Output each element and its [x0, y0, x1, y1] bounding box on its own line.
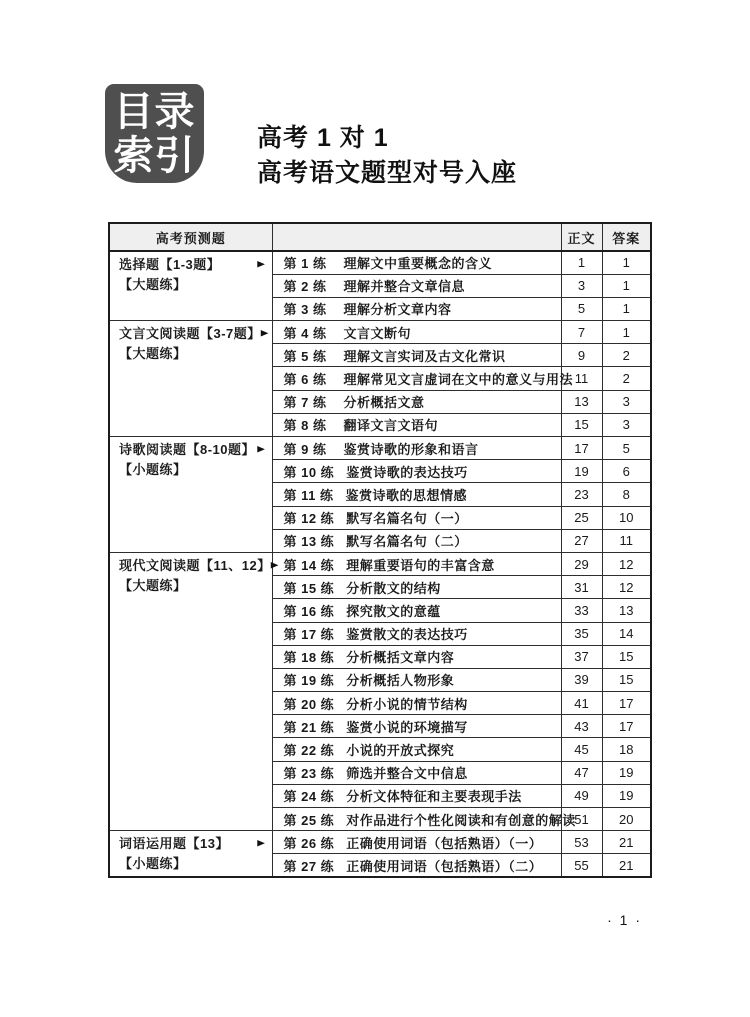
- lesson-cell: [272, 390, 561, 413]
- text-page-cell: 55: [561, 854, 602, 877]
- text-page-cell: 31: [561, 576, 602, 599]
- lesson-title: 默写名篇名句（一）: [346, 511, 468, 527]
- lesson-title: 理解并整合文章信息: [343, 279, 466, 295]
- answer-page-cell: 14: [602, 622, 651, 645]
- toc-index-badge: [105, 84, 204, 183]
- lesson-title: 分析概括文意: [343, 395, 425, 411]
- lesson-cell: [272, 761, 561, 784]
- lesson-cell: [272, 831, 561, 854]
- lesson-title: 鉴赏诗歌的思想情感: [345, 487, 467, 503]
- group-name-line: [119, 255, 266, 275]
- text-page-cell: 53: [561, 831, 602, 854]
- lesson-cell: [272, 460, 561, 483]
- answer-page-cell: 2: [602, 367, 651, 390]
- lesson-number: 第 10 练: [283, 464, 335, 480]
- page-title-line1: 高考 1 对 1: [257, 124, 389, 152]
- answer-page-cell: 12: [602, 576, 651, 599]
- lesson-number: 第 27 练: [283, 858, 335, 874]
- lesson-number: 第 22 练: [283, 743, 335, 759]
- group-name: 词语运用题【13】: [119, 836, 229, 852]
- group-subtitle: 【大题练】: [119, 577, 187, 593]
- lesson-cell: [272, 808, 576, 831]
- text-page-cell: 9: [561, 344, 602, 367]
- answer-page-cell: 19: [602, 784, 651, 807]
- answer-page-cell: 15: [602, 668, 651, 691]
- text-page-cell: 25: [561, 506, 602, 529]
- answer-page-cell: 1: [602, 251, 651, 274]
- table-row: [109, 552, 651, 575]
- lesson-cell: [272, 529, 561, 552]
- group-name: 现代文阅读题【11、12】: [119, 557, 271, 573]
- group-name-line: [119, 834, 266, 854]
- lesson-title: 翻译文言文语句: [343, 418, 439, 434]
- lesson-title: 小说的开放式探究: [346, 743, 455, 759]
- lesson-number: 第 9 练: [283, 441, 327, 457]
- lesson-number: 第 21 练: [283, 719, 335, 735]
- lesson-number: 第 19 练: [283, 673, 335, 689]
- lesson-cell: [272, 576, 561, 599]
- lesson-cell: [272, 668, 561, 691]
- table-header-row: [109, 223, 651, 251]
- lesson-number: 第 13 练: [283, 534, 335, 550]
- lesson-cell: [272, 552, 561, 575]
- lesson-number: 第 11 练: [283, 487, 334, 503]
- lesson-cell: [272, 692, 561, 715]
- text-page-cell: 7: [561, 321, 602, 344]
- lesson-number: 第 3 练: [283, 302, 327, 318]
- group-label-cell: [109, 437, 272, 553]
- lesson-title: 默写名篇名句（二）: [346, 534, 468, 550]
- toc-table: [108, 222, 652, 878]
- group-name: 诗歌阅读题【8-10题】: [119, 442, 256, 457]
- answer-page-cell: 17: [602, 715, 651, 738]
- answer-page-cell: 10: [602, 506, 651, 529]
- answer-page-cell: 3: [602, 390, 651, 413]
- badge-text-line2: 索引: [113, 133, 196, 178]
- lesson-title: 筛选并整合文中信息: [346, 766, 468, 782]
- lesson-cell: [272, 738, 561, 761]
- lesson-title: 鉴赏诗歌的表达技巧: [346, 464, 468, 480]
- page-title: [257, 121, 517, 191]
- arrow-right-icon: ▶: [257, 839, 266, 849]
- lesson-title: 鉴赏散文的表达技巧: [346, 627, 468, 643]
- lesson-title: 分析文体特征和主要表现手法: [346, 789, 522, 805]
- table-row: [109, 831, 651, 854]
- arrow-right-icon: ▶: [270, 560, 279, 571]
- group-label-cell: [109, 321, 272, 437]
- text-page-cell: 33: [561, 599, 602, 622]
- answer-page-cell: 20: [602, 808, 651, 831]
- text-page-cell: 27: [561, 529, 602, 552]
- answer-page-cell: 18: [602, 738, 651, 761]
- text-page-cell: 5: [561, 297, 602, 320]
- lesson-number: 第 15 练: [283, 580, 335, 596]
- lesson-cell: [272, 367, 574, 390]
- lesson-cell: [272, 344, 561, 367]
- text-page-cell: 51: [561, 808, 602, 831]
- text-page-cell: 45: [561, 738, 602, 761]
- col-header-category: 高考预测题: [109, 223, 272, 251]
- lesson-title: 分析概括人物形象: [346, 673, 455, 689]
- lesson-title: 鉴赏诗歌的形象和语言: [343, 441, 479, 457]
- lesson-cell: [272, 784, 561, 807]
- lesson-number: 第 14 练: [283, 557, 335, 573]
- answer-page-cell: 11: [602, 529, 651, 552]
- lesson-title: 正确使用词语（包括熟语）（一）: [346, 835, 543, 851]
- text-page-cell: 1: [561, 251, 602, 274]
- arrow-right-icon: ▶: [260, 328, 269, 339]
- text-page-cell: 49: [561, 784, 602, 807]
- text-page-cell: 35: [561, 622, 602, 645]
- lesson-title: 鉴赏小说的环境描写: [346, 719, 468, 735]
- lesson-number: 第 6 练: [283, 372, 327, 388]
- col-header-lesson: [272, 223, 561, 251]
- lesson-title: 理解重要语句的丰富含意: [346, 557, 495, 573]
- lesson-number: 第 24 练: [283, 789, 335, 805]
- text-page-cell: 19: [561, 460, 602, 483]
- lesson-number: 第 26 练: [283, 835, 335, 851]
- arrow-right-icon: ▶: [257, 444, 266, 455]
- lesson-cell: [272, 506, 561, 529]
- group-label-cell: [109, 251, 272, 321]
- lesson-number: 第 16 练: [283, 603, 335, 619]
- lesson-number: 第 18 练: [283, 650, 335, 666]
- lesson-title: 分析概括文章内容: [346, 650, 455, 666]
- text-page-cell: 29: [561, 552, 602, 575]
- lesson-cell: [272, 599, 561, 622]
- lesson-number: 第 5 练: [283, 348, 327, 364]
- group-label-cell: [109, 831, 272, 877]
- text-page-cell: 43: [561, 715, 602, 738]
- answer-page-cell: 1: [602, 321, 651, 344]
- lesson-cell: [272, 622, 561, 645]
- lesson-title: 理解分析文章内容: [343, 302, 452, 318]
- answer-page-cell: 21: [602, 831, 651, 854]
- lesson-number: 第 4 练: [283, 325, 327, 341]
- text-page-cell: 3: [561, 274, 602, 297]
- group-name-line: [119, 440, 266, 460]
- lesson-title: 正确使用词语（包括熟语）（二）: [346, 858, 543, 874]
- group-name-line: [119, 556, 279, 576]
- group-label-cell: [109, 552, 279, 830]
- lesson-number: 第 8 练: [283, 418, 327, 434]
- answer-page-cell: 1: [602, 274, 651, 297]
- answer-page-cell: 21: [602, 854, 651, 877]
- lesson-cell: [272, 321, 561, 344]
- lesson-number: 第 20 练: [283, 696, 335, 712]
- table-row: [109, 321, 651, 344]
- lesson-cell: [272, 251, 561, 274]
- answer-page-cell: 19: [602, 761, 651, 784]
- badge-text-line1: 目录: [113, 89, 196, 134]
- lesson-cell: [272, 413, 561, 436]
- page-number-footer: · 1 ·: [607, 912, 642, 928]
- lesson-cell: [272, 437, 561, 460]
- lesson-title: 理解文言实词及古文化常识: [343, 348, 506, 364]
- lesson-cell: [272, 715, 561, 738]
- text-page-cell: 23: [561, 483, 602, 506]
- lesson-title: 理解常见文言虚词在文中的意义与用法: [343, 372, 574, 388]
- text-page-cell: 47: [561, 761, 602, 784]
- table-row: [109, 251, 651, 274]
- lesson-title: 探究散文的意蕴: [346, 603, 441, 619]
- lesson-number: 第 12 练: [283, 511, 335, 527]
- lesson-cell: [272, 645, 561, 668]
- lesson-number: 第 7 练: [283, 395, 327, 411]
- group-name-line: [119, 324, 269, 344]
- lesson-title: 分析散文的结构: [346, 580, 441, 596]
- group-subtitle: 【大题练】: [119, 277, 187, 292]
- lesson-number: 第 2 练: [283, 279, 327, 295]
- answer-page-cell: 12: [602, 552, 651, 575]
- lesson-title: 对作品进行个性化阅读和有创意的解读: [346, 812, 576, 828]
- text-page-cell: 41: [561, 692, 602, 715]
- answer-page-cell: 2: [602, 344, 651, 367]
- lesson-number: 第 23 练: [283, 766, 335, 782]
- group-subtitle: 【小题练】: [119, 856, 187, 872]
- text-page-cell: 37: [561, 645, 602, 668]
- col-header-text: 正文: [561, 223, 602, 251]
- page-title-line2: 高考语文题型对号入座: [257, 159, 518, 187]
- lesson-cell: [272, 274, 561, 297]
- answer-page-cell: 3: [602, 413, 651, 436]
- text-page-cell: 15: [561, 413, 602, 436]
- lesson-cell: [272, 483, 561, 506]
- arrow-right-icon: ▶: [257, 259, 266, 270]
- lesson-number: 第 1 练: [283, 256, 327, 272]
- table-row: [109, 437, 651, 460]
- group-subtitle: 【大题练】: [119, 346, 187, 362]
- lesson-cell: [272, 854, 561, 877]
- answer-page-cell: 17: [602, 692, 651, 715]
- answer-page-cell: 1: [602, 297, 651, 320]
- toc-table-body: [109, 251, 651, 877]
- answer-page-cell: 13: [602, 599, 651, 622]
- lesson-number: 第 17 练: [283, 627, 335, 643]
- answer-page-cell: 5: [602, 437, 651, 460]
- lesson-title: 文言文断句: [343, 325, 412, 341]
- text-page-cell: 11: [561, 367, 602, 390]
- group-subtitle: 【小题练】: [119, 462, 187, 477]
- answer-page-cell: 6: [602, 460, 651, 483]
- answer-page-cell: 15: [602, 645, 651, 668]
- lesson-cell: [272, 297, 561, 320]
- group-name: 文言文阅读题【3-7题】: [119, 326, 261, 342]
- lesson-title: 分析小说的情节结构: [346, 696, 468, 712]
- group-name: 选择题【1-3题】: [119, 257, 221, 272]
- col-header-answer: 答案: [602, 223, 651, 251]
- text-page-cell: 17: [561, 437, 602, 460]
- text-page-cell: 13: [561, 390, 602, 413]
- lesson-title: 理解文中重要概念的含义: [343, 256, 493, 272]
- lesson-number: 第 25 练: [283, 812, 335, 828]
- text-page-cell: 39: [561, 668, 602, 691]
- answer-page-cell: 8: [602, 483, 651, 506]
